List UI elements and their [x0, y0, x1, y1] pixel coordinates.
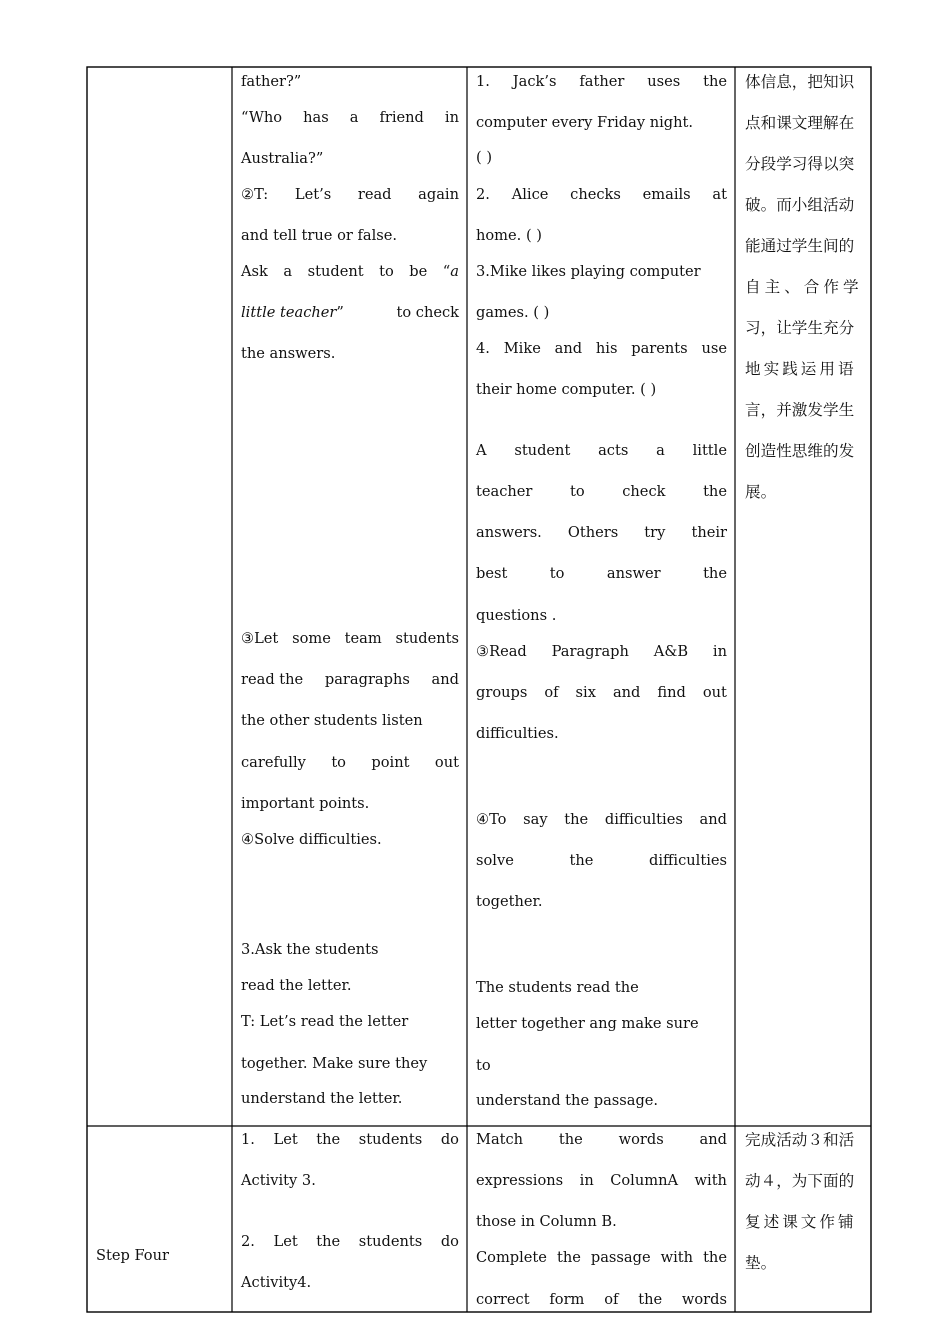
text-line: Australia?” [241, 150, 324, 167]
text-line: difficulties. [476, 725, 559, 742]
text-line: questions . [476, 607, 557, 624]
text-line: groups of six and find out [476, 684, 727, 701]
text-line: 自主、合作学 [745, 278, 863, 296]
text-line: important points. [241, 795, 370, 812]
text-line: 习，让学生充分 [745, 319, 855, 337]
text-line: 3.Mike likes playing computer [476, 263, 701, 280]
text-line: T: Let’s read the letter [241, 1013, 409, 1030]
text-line: understand the passage. [476, 1092, 659, 1109]
text-line: read the letter. [241, 977, 352, 994]
text-line: The students read the [476, 979, 639, 996]
text-line: 体信息，把知识 [745, 73, 855, 91]
text-line: computer every Friday night. [476, 114, 694, 131]
text-line: understand the letter. [241, 1090, 403, 1107]
step-label: Step Four [96, 1247, 169, 1264]
text-line: 破。而小组活动 [745, 196, 855, 214]
text-line: Activity 3. [241, 1172, 316, 1189]
text-line: 动４，为下面的 [745, 1172, 855, 1190]
text-line: their home computer. ( ) [476, 381, 657, 398]
step-cell [87, 67, 232, 1126]
text-line: the answers. [241, 345, 336, 362]
text-line: A student acts a little [476, 442, 727, 459]
text-line: Complete the passage with the [476, 1249, 727, 1266]
text-line: ③Read Paragraph A&B in [476, 643, 727, 660]
text-line: 垫。 [745, 1254, 777, 1272]
text-line: little teacher” to check [241, 304, 459, 321]
text-line: ③Let some team students [241, 630, 459, 647]
text-line: to [476, 1057, 491, 1074]
text-line: 3.Ask the students [241, 941, 379, 958]
text-line: 言，并激发学生 [745, 401, 855, 419]
text-line: 1. Jack’s father uses the [476, 73, 727, 90]
text-line: Match the words and [476, 1131, 727, 1148]
text-line: 展。 [745, 483, 777, 501]
text-line: games. ( ) [476, 304, 550, 321]
text-line: ④To say the difficulties and [476, 811, 727, 828]
text-line: 完成活动３和活 [745, 1131, 855, 1149]
text-line: best to answer the [476, 565, 727, 582]
text-line: read the paragraphs and [241, 671, 459, 688]
text-line: those in Column B. [476, 1213, 617, 1230]
text-line: home. ( ) [476, 227, 542, 244]
text-line: and tell true or false. [241, 227, 398, 244]
text-line: 点和课文理解在 [745, 114, 855, 132]
text-line: 能通过学生间的 [745, 237, 855, 255]
text-line: the other students listen [241, 712, 423, 729]
text-line: correct form of the words [476, 1291, 727, 1308]
text-line: ②T: Let’s read again [241, 186, 459, 203]
text-line: solve the difficulties [476, 852, 727, 869]
step-cell [87, 1126, 232, 1312]
text-line: ④Solve difficulties. [241, 831, 382, 848]
text-line: answers. Others try their [476, 524, 727, 541]
text-line: 创造性思维的发 [745, 442, 855, 460]
text-line: 地实践运用语 [745, 360, 857, 378]
text-line: 1. Let the students do [241, 1131, 459, 1148]
text-line: father?” [241, 73, 302, 90]
text-line: 4. Mike and his parents use [476, 340, 727, 357]
text-line: carefully to point out [241, 754, 459, 771]
text-line: ( ) [476, 149, 493, 166]
text-line: 2. Let the students do [241, 1233, 459, 1250]
text-line: 分段学习得以突 [745, 155, 855, 173]
text-line: 2. Alice checks emails at [476, 186, 727, 203]
text-line: letter together ang make sure [476, 1015, 699, 1032]
text-line: 复述课文作铺 [745, 1213, 857, 1231]
text-line: Activity4. [241, 1274, 312, 1291]
text-line: together. [476, 893, 543, 910]
text-line: “Who has a friend in [241, 109, 459, 126]
text-line: Ask a student to be “a [241, 263, 459, 280]
text-line: together. Make sure they [241, 1055, 428, 1072]
text-line: expressions in ColumnA with [476, 1172, 727, 1189]
text-line: teacher to check the [476, 483, 727, 500]
